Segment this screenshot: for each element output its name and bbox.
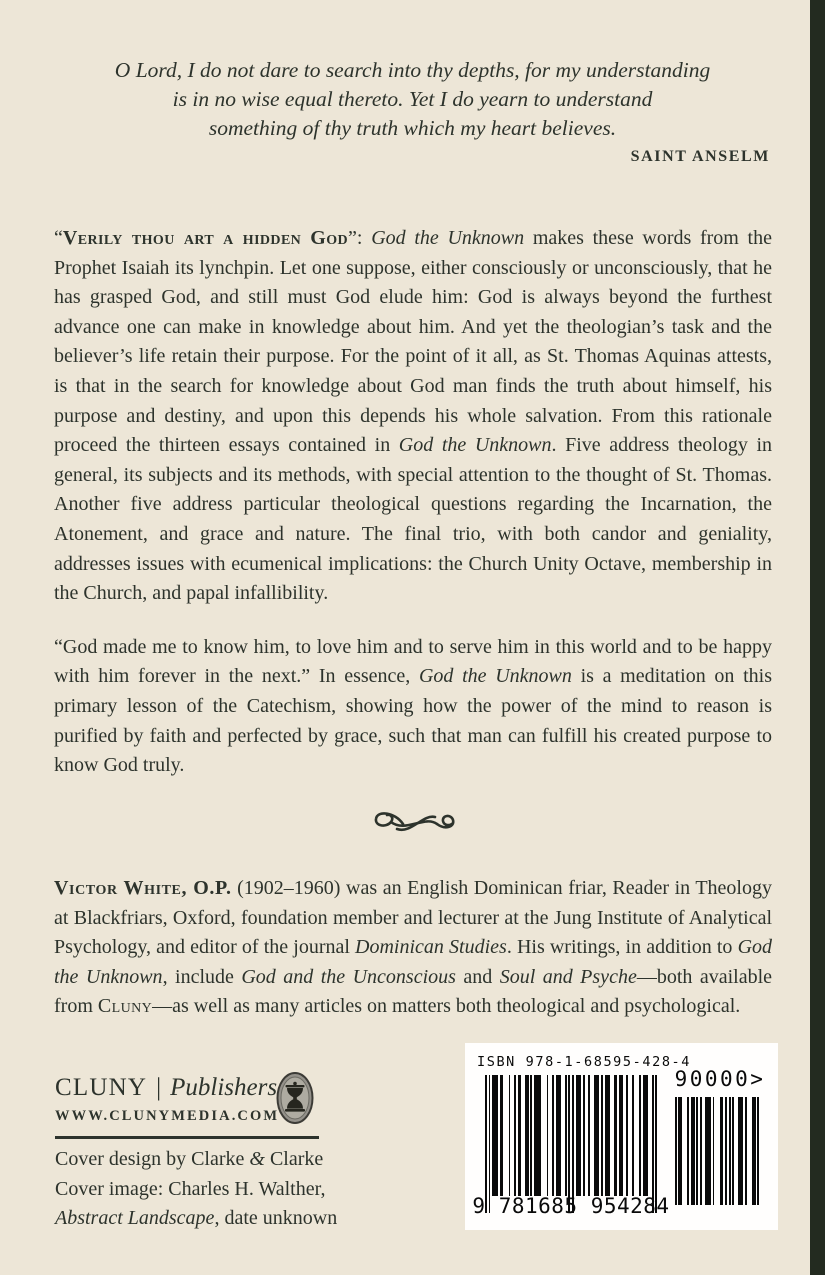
text-segment: Abstract Landscape <box>55 1207 215 1230</box>
barcode-panel <box>465 1043 778 1230</box>
divider-rule <box>55 1136 319 1139</box>
barcode-addon-label: 90000> <box>674 1067 766 1091</box>
text-segment: “God made me to know him, to love him and to serve him in this world and to be happy with him forever in the next.” In essence, <box>54 635 772 688</box>
epigraph-quote <box>55 56 770 143</box>
epigraph-line: is in no wise equal thereto. Yet I do yearn to understand <box>172 87 653 111</box>
text-segment: (1902–1960) was an English Dominican friar, Reader in Theology at Blackfriars, Oxford, foundation member and lecturer at the Jung Institute of Analytical Psychology, and editor of the journal <box>54 877 772 959</box>
text-segment: Dominican Studies <box>355 936 507 959</box>
credit-image-title <box>55 1204 385 1234</box>
text-segment: “ <box>54 227 63 249</box>
text-segment: Cluny <box>97 995 153 1018</box>
hourglass-medallion-icon <box>276 1072 314 1125</box>
text-segment: Soul and Psyche <box>499 965 637 988</box>
text-segment: is a meditation on this primary lesson of the Catechism, showing how the power of the mind to reason is purified by faith and perfected by grace, such that man can fulfill his created purpose to know God truly. <box>54 665 772 777</box>
barcode-module <box>757 1097 759 1205</box>
epigraph-line: something of thy truth which my heart believes. <box>208 116 617 140</box>
text-segment: makes these words from the Prophet Isaiah its lynchpin. Let one suppose, either consciously or unconsciously, that he has grasped God, and still must God elude him: God is always beyond the furthest advance one can make in knowledge about him. And yet the theologian’s task and the believer’s life retain their purpose. For the point of it all, as St. Thomas Aquinas attests, is that in the search for knowledge about God man finds the truth about himself, his purpose and destiny, and upon this depends his whole salvation. From this rationale proceed the thirteen essays contained in <box>54 227 772 457</box>
isbn-label: ISBN 978-1-68595-428-4 <box>477 1054 692 1070</box>
credits <box>55 1145 385 1234</box>
publisher-name: CLUNY <box>55 1074 148 1101</box>
ean5-addon-barcode <box>673 1097 759 1205</box>
publisher-website: WWW.CLUNYMEDIA.COM <box>55 1108 280 1124</box>
epigraph-line: O Lord, I do not dare to search into thy depths, for my understanding <box>114 58 711 82</box>
text-segment: God the Unknown <box>371 227 525 249</box>
text-segment: & <box>249 1148 265 1170</box>
text-segment: Clarke <box>264 1148 324 1170</box>
text-segment: God the Unknown <box>418 665 572 688</box>
synopsis-paragraph-2 <box>54 633 772 781</box>
text-segment: God and the Unconscious <box>241 965 456 988</box>
text-segment: God the Unknown <box>54 936 772 988</box>
text-segment: , include <box>162 965 242 988</box>
text-segment: Cover design by Clarke <box>55 1148 250 1170</box>
credit-image: Cover image: Charles H. Walther, <box>55 1177 326 1200</box>
flourish-ornament-icon <box>367 808 459 842</box>
synopsis <box>54 224 772 805</box>
text-segment: —both available from <box>54 965 772 1018</box>
text-segment: Victor White, O.P. <box>54 877 232 899</box>
text-segment: God the Unknown <box>398 434 552 457</box>
text-segment: . His writings, in addition to <box>506 936 738 959</box>
text-segment: —as well as many articles on matters both theological and psychological. <box>152 995 741 1018</box>
ean-digits: 9 781685 954284 <box>472 1194 670 1218</box>
credit-design <box>55 1145 385 1175</box>
text-segment: ”: <box>348 227 372 249</box>
brand-divider: | <box>156 1074 162 1101</box>
text-segment: Verily thou art a hidden God <box>62 227 349 249</box>
text-segment: and <box>455 965 500 988</box>
ornament-row <box>55 808 770 847</box>
text-segment: , date unknown <box>214 1207 338 1230</box>
author-bio <box>54 874 772 1048</box>
barcode-module <box>655 1075 657 1213</box>
spine-band <box>810 0 825 1275</box>
synopsis-paragraph-1 <box>54 224 772 609</box>
epigraph-attribution: SAINT ANSELM <box>630 148 770 165</box>
publisher-imprint: Publishers <box>170 1074 278 1101</box>
text-segment: . Five address theology in general, its subjects and its methods, with special attention to the thought of St. Thomas. Another five address particular theological questions regarding the Incarnation, the Atonement, and grace and nature. The final trio, with both candor and geniality, addresses issues with ecumenical implications: the Church Unity Octave, membership in the Church, and papal infallibility. <box>54 434 772 605</box>
